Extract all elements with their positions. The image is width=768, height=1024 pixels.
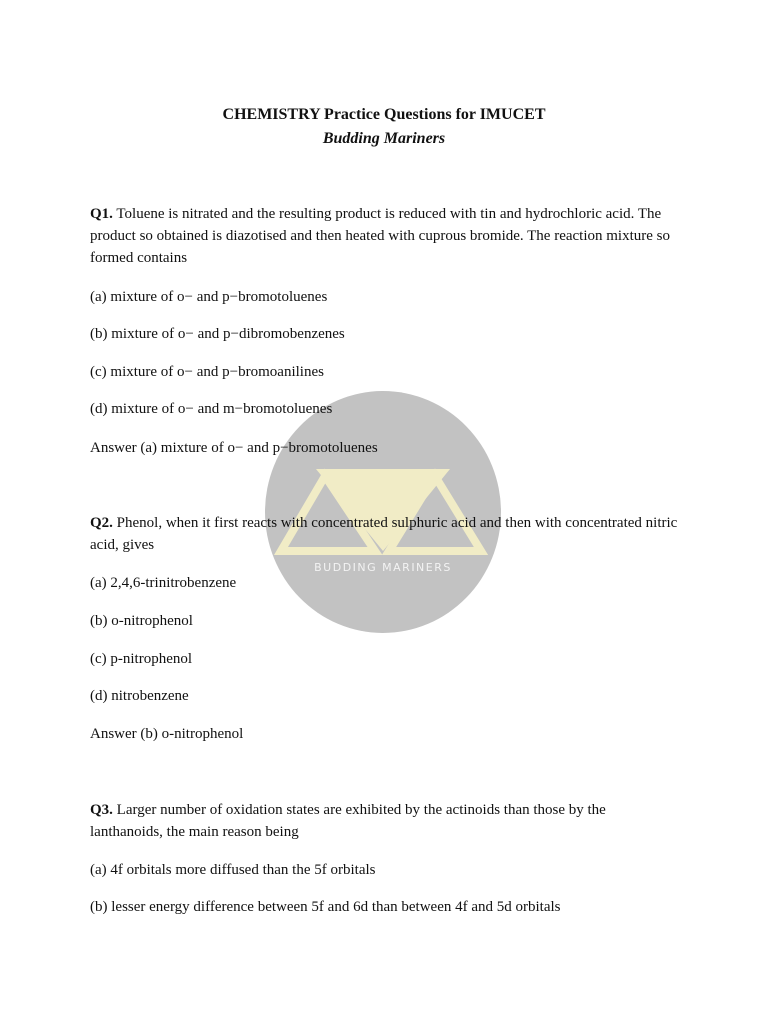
question-1-option-a: (a) mixture of o− and p−bromotoluenes <box>90 289 328 305</box>
question-number: Q1. <box>90 206 113 222</box>
question-3-option-a: (a) 4f orbitals more diffused than the 5f orbitals <box>90 862 376 878</box>
question-number: Q2. <box>90 515 113 531</box>
question-2-option-b: (b) o-nitrophenol <box>90 613 193 629</box>
question-number: Q3. <box>90 802 113 818</box>
question-2-option-c: (c) p-nitrophenol <box>90 651 193 667</box>
question-3-option-b: (b) lesser energy difference between 5f and 6d than between 4f and 5d orbitals <box>90 899 561 915</box>
question-1-option-b: (b) mixture of o− and p−dibromobenzenes <box>90 326 345 342</box>
question-1-stem <box>90 203 680 269</box>
question-2-option-a: (a) 2,4,6-trinitrobenzene <box>90 575 237 591</box>
watermark-text: BUDDING MARINERS <box>314 561 452 574</box>
question-2-option-d: (d) nitrobenzene <box>90 688 189 704</box>
question-1-answer: Answer (a) mixture of o− and p−bromotoluenes <box>90 440 378 456</box>
document-title: CHEMISTRY Practice Questions for IMUCET <box>222 106 546 123</box>
question-2-stem <box>90 512 680 556</box>
question-text: Toluene is nitrated and the resulting product is reduced with tin and hydrochloric acid. The product so obtained is diazotised and then heated with cuprous bromide. The reaction mixture so formed contains <box>90 206 670 266</box>
question-text: Phenol, when it first reacts with concentrated sulphuric acid and then with concentrated nitric acid, gives <box>90 515 678 553</box>
question-3-stem <box>90 799 680 843</box>
question-1-option-d: (d) mixture of o− and m−bromotoluenes <box>90 401 333 417</box>
question-2-answer: Answer (b) o-nitrophenol <box>90 726 244 742</box>
question-text: Larger number of oxidation states are exhibited by the actinoids than those by the lanthanoids, the main reason being <box>90 802 606 840</box>
question-1-option-c: (c) mixture of o− and p−bromoanilines <box>90 364 324 380</box>
document-subtitle: Budding Mariners <box>322 130 446 147</box>
